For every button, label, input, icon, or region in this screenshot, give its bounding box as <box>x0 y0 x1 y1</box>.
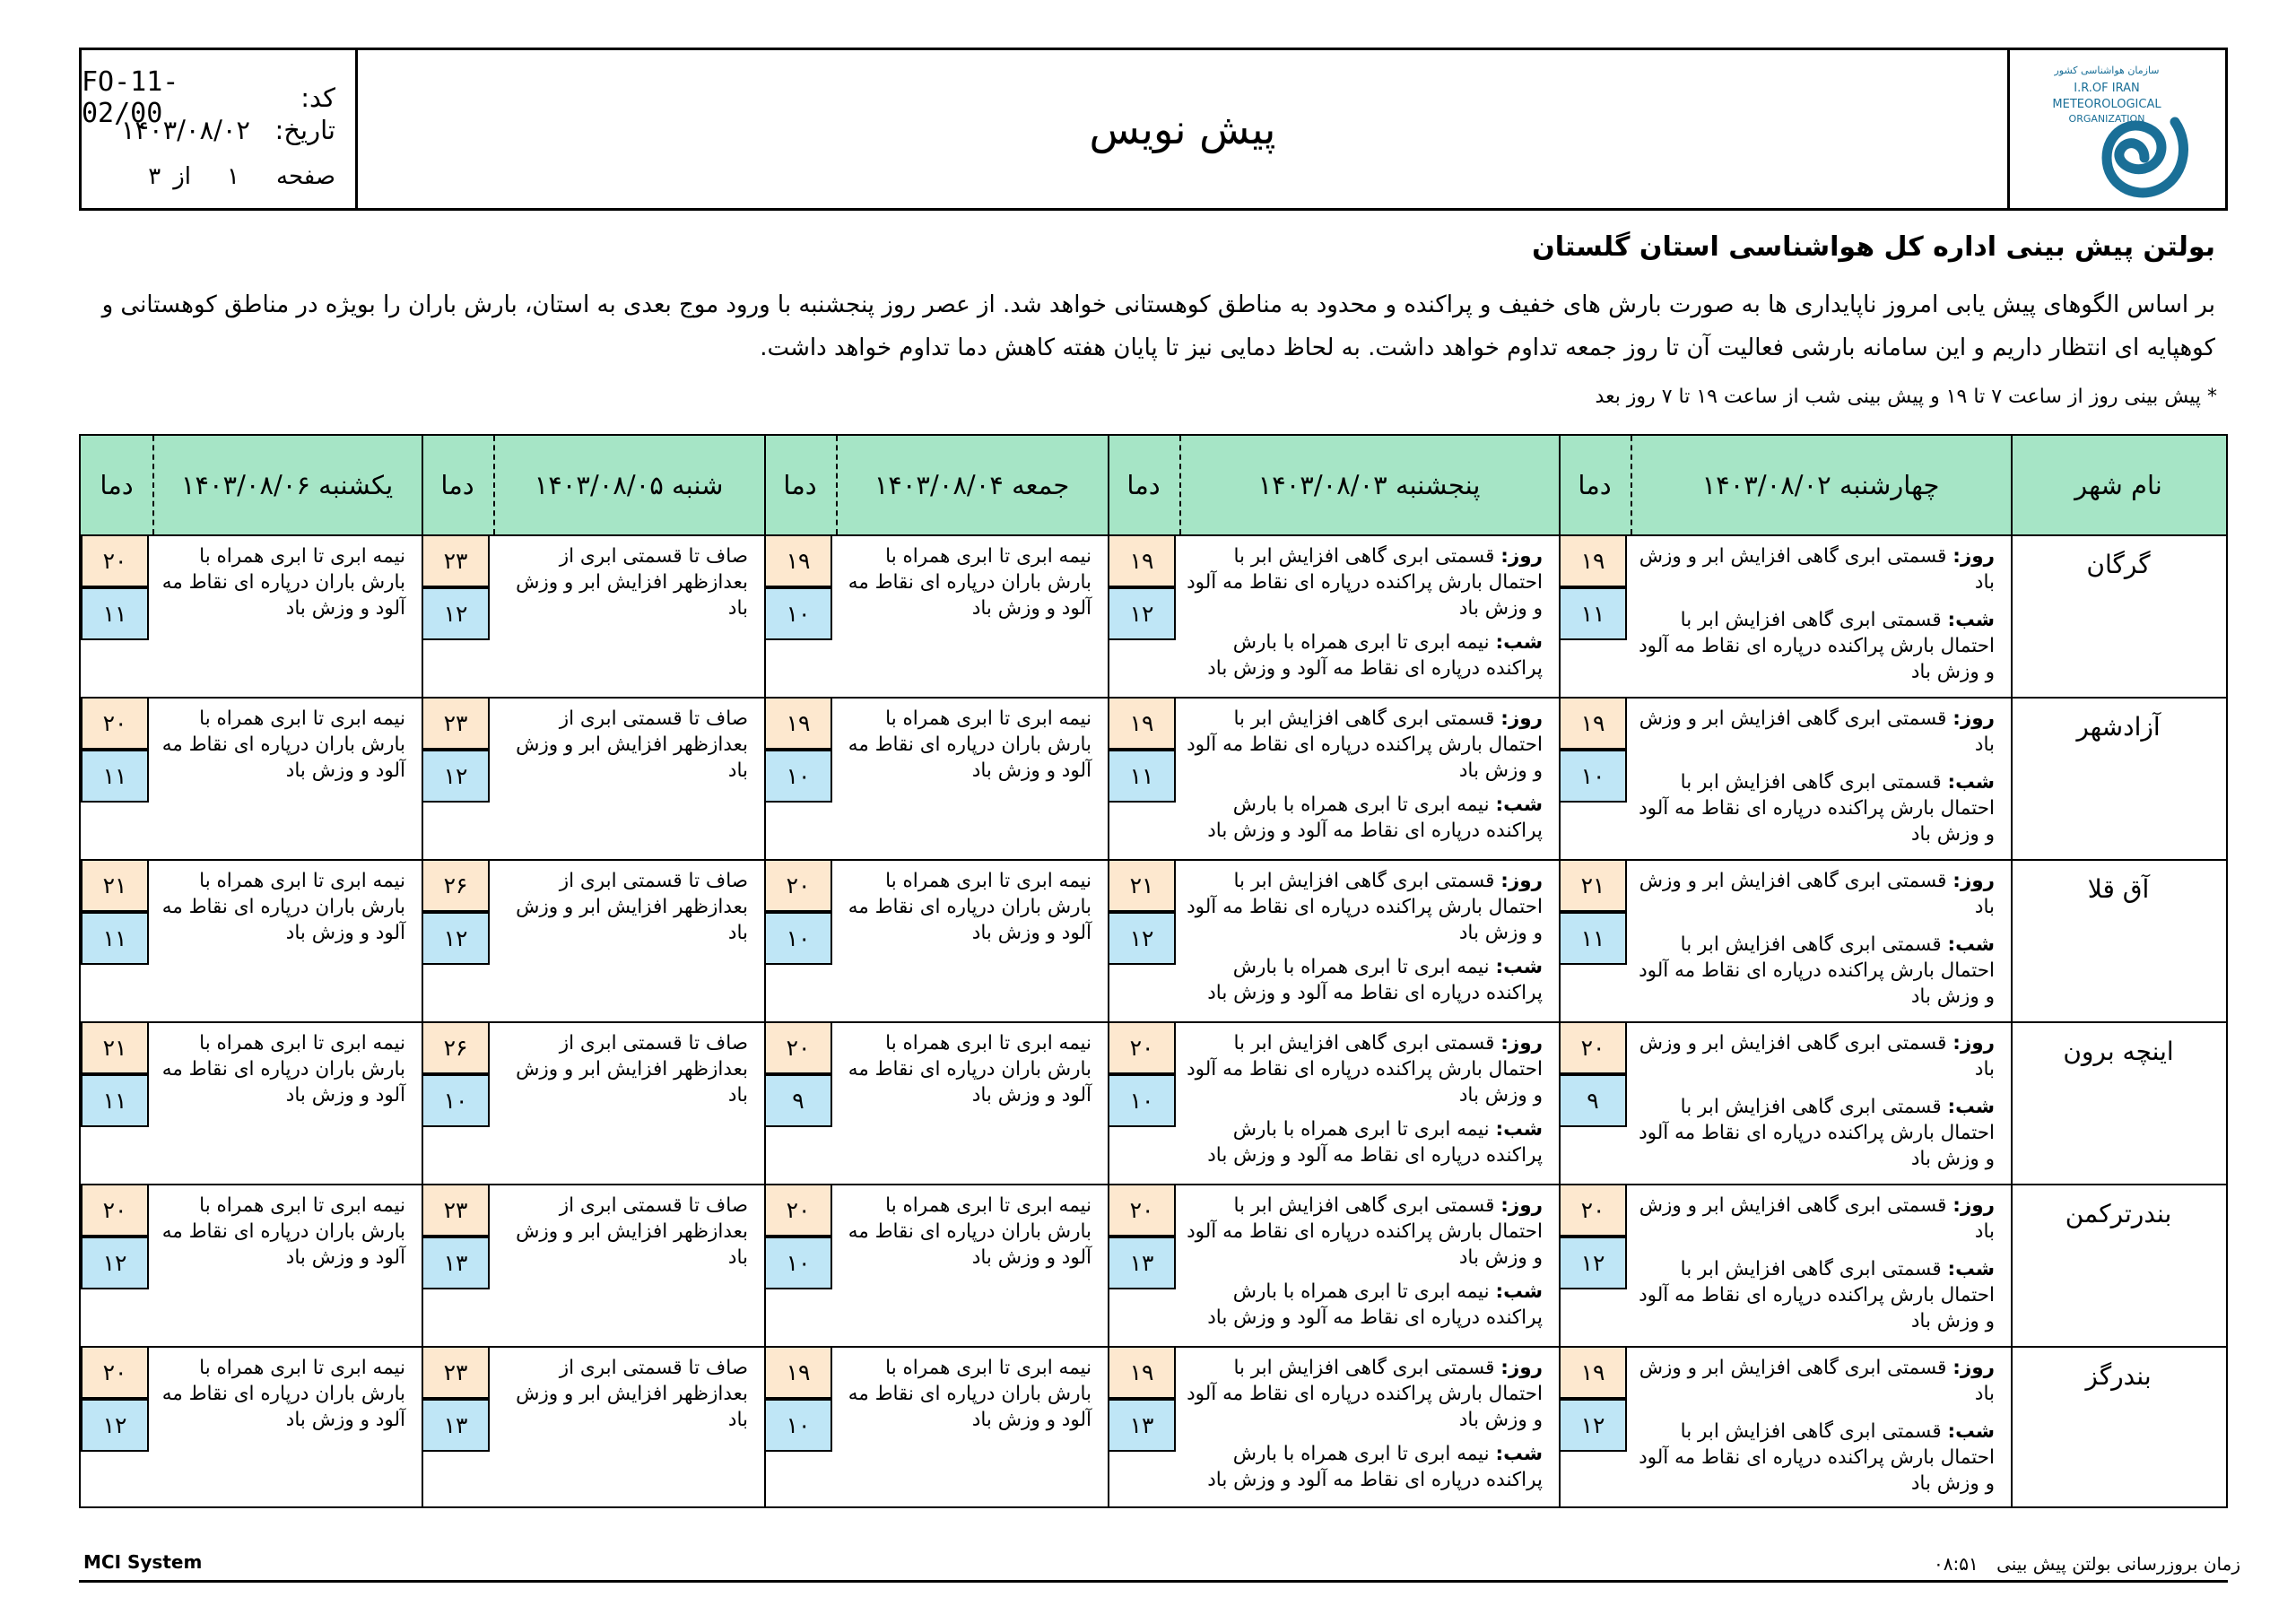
max-temp: ۲۱ <box>81 1021 149 1074</box>
night-forecast <box>1187 629 1543 681</box>
day-text: قسمتی ابری گاهی افزایش ابر با احتمال بارش پراکنده درپاره ای نقاط مه آلود و وزش باد <box>1187 870 1543 944</box>
min-temp: ۱۰ <box>764 912 832 965</box>
day-forecast <box>1187 868 1543 946</box>
forecast-description <box>1187 1355 1543 1493</box>
day-forecast <box>1638 1355 1995 1407</box>
day-text: قسمتی ابری گاهی افزایش ابر با احتمال بارش پراکنده درپاره ای نقاط مه آلود و وزش باد <box>1187 707 1543 782</box>
day-text: قسمتی ابری گاهی افزایش ابر و وزش باد <box>1639 707 1995 756</box>
city-name: آزادشهر <box>2076 711 2161 742</box>
max-temp: ۱۹ <box>764 534 832 587</box>
night-forecast <box>1187 1441 1543 1493</box>
min-temp: ۱۳ <box>422 1237 490 1289</box>
max-temp: ۲۰ <box>81 1346 149 1399</box>
night-forecast <box>1187 792 1543 844</box>
max-temp: ۱۹ <box>1108 697 1176 750</box>
table-header-temp: دما <box>783 470 817 500</box>
forecast-description: نیمه ابری تا ابری همراه با بارش باران درپاره ای نقاط مه آلود و وزش باد <box>161 870 405 944</box>
page-row <box>148 163 335 190</box>
max-temp: ۲۰ <box>81 534 149 587</box>
day-text: قسمتی ابری گاهی افزایش ابر و وزش باد <box>1639 545 1995 594</box>
logo-line3: ORGANIZATION <box>2068 113 2145 125</box>
update-time: ۰۸:۵۱ <box>1934 1553 1979 1575</box>
max-temp: ۱۹ <box>1559 534 1627 587</box>
day-label: روز: <box>1952 1032 1995 1055</box>
night-label: شب: <box>1495 631 1543 654</box>
table-header-day: پنجشنبه ۱۴۰۳/۰۸/۰۳ <box>1257 470 1481 500</box>
max-temp: ۲۱ <box>81 859 149 912</box>
forecast-description: نیمه ابری تا ابری همراه با بارش باران درپاره ای نقاط مه آلود و وزش باد <box>848 870 1091 944</box>
page-of-label: از <box>173 163 192 190</box>
min-temp: ۱۱ <box>81 912 149 965</box>
night-label: شب: <box>1947 933 1995 956</box>
table-header-city: نام شهر <box>2074 470 2162 500</box>
night-label: شب: <box>1495 794 1543 816</box>
forecast-table <box>79 434 2228 1508</box>
day-label: روز: <box>1500 1032 1543 1055</box>
max-temp: ۱۹ <box>1108 534 1176 587</box>
max-temp: ۲۱ <box>1559 859 1627 912</box>
max-temp: ۲۰ <box>764 1021 832 1074</box>
forecast-description: صاف تا قسمتی ابری از بعدازظهر افزایش ابر و وزش باد <box>516 1357 748 1431</box>
max-temp: ۲۳ <box>422 534 490 587</box>
forecast-description <box>1638 868 1995 1010</box>
min-temp: ۱۳ <box>1108 1399 1176 1452</box>
forecast-description: صاف تا قسمتی ابری از بعدازظهر افزایش ابر و وزش باد <box>516 1032 748 1107</box>
night-forecast <box>1638 769 1995 847</box>
max-temp: ۲۰ <box>1559 1021 1627 1074</box>
table-header-day: چهارشنبه ۱۴۰۳/۰۸/۰۲ <box>1701 470 1940 500</box>
max-temp: ۲۳ <box>422 697 490 750</box>
update-label: زمان بروزرسانی بولتن پیش بینی <box>1996 1553 2240 1575</box>
day-text: قسمتی ابری گاهی افزایش ابر و وزش باد <box>1639 1032 1995 1081</box>
max-temp: ۲۶ <box>422 859 490 912</box>
forecast-description: نیمه ابری تا ابری همراه با بارش باران درپاره ای نقاط مه آلود و وزش باد <box>161 545 405 620</box>
day-text: قسمتی ابری گاهی افزایش ابر با احتمال بارش پراکنده درپاره ای نقاط مه آلود و وزش باد <box>1187 545 1543 620</box>
day-text: قسمتی ابری گاهی افزایش ابر و وزش باد <box>1639 870 1995 918</box>
day-label: روز: <box>1952 707 1995 730</box>
day-label: روز: <box>1952 870 1995 892</box>
max-temp: ۲۳ <box>422 1346 490 1399</box>
forecast-description <box>1187 706 1543 844</box>
night-label: شب: <box>1495 1118 1543 1141</box>
date-value: ۱۴۰۳/۰۸/۰۲ <box>120 115 250 145</box>
night-text: قسمتی ابری گاهی افزایش ابر با احتمال بارش پراکنده درپاره ای نقاط مه آلود و وزش باد <box>1639 771 1995 846</box>
logo-spiral-icon <box>2010 50 2220 208</box>
night-label: شب: <box>1495 956 1543 978</box>
min-temp: ۱۲ <box>422 912 490 965</box>
min-temp: ۱۰ <box>764 1399 832 1452</box>
max-temp: ۲۶ <box>422 1021 490 1074</box>
forecast-description <box>1187 1193 1543 1331</box>
logo-name-fa: سازمان هواشناسی کشور <box>2054 65 2160 76</box>
forecast-description <box>1638 1355 1995 1497</box>
page-label: صفحه <box>276 163 335 190</box>
table-header-day: شنبه ۱۴۰۳/۰۸/۰۵ <box>534 470 724 500</box>
forecast-description: صاف تا قسمتی ابری از بعدازظهر افزایش ابر و وزش باد <box>516 707 748 782</box>
max-temp: ۱۹ <box>764 1346 832 1399</box>
max-temp: ۲۰ <box>81 1184 149 1237</box>
forecast-description: نیمه ابری تا ابری همراه با بارش باران درپاره ای نقاط مه آلود و وزش باد <box>161 707 405 782</box>
forecast-description <box>1638 1030 1995 1172</box>
table-header-temp: دما <box>1578 470 1612 500</box>
night-text: قسمتی ابری گاهی افزایش ابر با احتمال بارش پراکنده درپاره ای نقاط مه آلود و وزش باد <box>1639 1420 1995 1495</box>
forecast-description: نیمه ابری تا ابری همراه با بارش باران درپاره ای نقاط مه آلود و وزش باد <box>161 1357 405 1431</box>
system-name: MCI System <box>83 1551 203 1573</box>
code-value: FO-11-02/00 <box>82 66 179 129</box>
logo-line2: METEOROLOGICAL <box>2052 98 2161 111</box>
day-text: قسمتی ابری گاهی افزایش ابر با احتمال بارش پراکنده درپاره ای نقاط مه آلود و وزش باد <box>1187 1032 1543 1107</box>
min-temp: ۱۲ <box>1559 1399 1627 1452</box>
day-label: روز: <box>1500 1194 1543 1217</box>
min-temp: ۱۰ <box>764 750 832 803</box>
day-label: روز: <box>1952 1194 1995 1217</box>
night-label: شب: <box>1495 1443 1543 1465</box>
min-temp: ۱۰ <box>764 1237 832 1289</box>
forecast-description: صاف تا قسمتی ابری از بعدازظهر افزایش ابر و وزش باد <box>516 545 748 620</box>
table-header-day: یکشنبه ۱۴۰۳/۰۸/۰۶ <box>180 470 394 500</box>
forecast-description: نیمه ابری تا ابری همراه با بارش باران درپاره ای نقاط مه آلود و وزش باد <box>848 1032 1091 1107</box>
day-label: روز: <box>1500 545 1543 568</box>
night-forecast <box>1638 1256 1995 1334</box>
city-name: بندرترکمن <box>2065 1198 2172 1228</box>
min-temp: ۱۰ <box>1108 1074 1176 1127</box>
min-temp: ۱۱ <box>81 750 149 803</box>
night-forecast <box>1638 607 1995 685</box>
day-label: روز: <box>1952 1357 1995 1379</box>
footer-divider <box>79 1580 2228 1583</box>
date-row <box>121 115 335 145</box>
night-forecast <box>1187 1279 1543 1331</box>
document-header <box>79 48 2228 211</box>
night-label: شب: <box>1495 1280 1543 1303</box>
bulletin-note: * پیش بینی روز از ساعت ۷ تا ۱۹ و پیش بینی شب از ساعت ۱۹ تا ۷ روز بعد <box>1595 386 2217 408</box>
city-name: آق قلا <box>2087 873 2150 904</box>
night-text: قسمتی ابری گاهی افزایش ابر با احتمال بارش پراکنده درپاره ای نقاط مه آلود و وزش باد <box>1639 933 1995 1008</box>
table-header-day: جمعه ۱۴۰۳/۰۸/۰۴ <box>874 470 1070 500</box>
night-text: نیمه ابری تا ابری همراه با بارش پراکنده درپاره ای نقاط مه آلود و وزش باد <box>1207 956 1543 1004</box>
max-temp: ۲۰ <box>1108 1021 1176 1074</box>
max-temp: ۱۹ <box>1559 697 1627 750</box>
forecast-description <box>1187 1030 1543 1168</box>
day-forecast <box>1187 706 1543 784</box>
meteorological-organization-logo <box>2007 50 2225 208</box>
day-forecast <box>1638 1193 1995 1245</box>
page-title: پیش نویس <box>1089 105 1276 153</box>
night-label: شب: <box>1947 1420 1995 1443</box>
max-temp: ۱۹ <box>1108 1346 1176 1399</box>
night-forecast <box>1187 1116 1543 1168</box>
min-temp: ۱۲ <box>81 1237 149 1289</box>
min-temp: ۹ <box>1559 1074 1627 1127</box>
logo-line1: I.R.OF IRAN <box>2074 82 2140 95</box>
night-forecast <box>1638 1094 1995 1172</box>
day-forecast <box>1187 1355 1543 1433</box>
min-temp: ۱۳ <box>422 1399 490 1452</box>
night-forecast <box>1638 1419 1995 1497</box>
date-label: تاریخ: <box>274 115 335 145</box>
forecast-description: صاف تا قسمتی ابری از بعدازظهر افزایش ابر و وزش باد <box>516 870 748 944</box>
night-text: نیمه ابری تا ابری همراه با بارش پراکنده درپاره ای نقاط مه آلود و وزش باد <box>1207 794 1543 842</box>
max-temp: ۲۰ <box>764 1184 832 1237</box>
min-temp: ۱۲ <box>422 750 490 803</box>
max-temp: ۲۰ <box>764 859 832 912</box>
code-label: کد: <box>300 82 335 113</box>
bulletin-title: بولتن پیش بینی اداره کل هواشناسی استان گلستان <box>1532 231 2215 263</box>
min-temp: ۱۱ <box>81 1074 149 1127</box>
night-label: شب: <box>1947 609 1995 631</box>
max-temp: ۲۱ <box>1108 859 1176 912</box>
max-temp: ۲۳ <box>422 1184 490 1237</box>
max-temp: ۱۹ <box>764 697 832 750</box>
min-temp: ۱۰ <box>1559 750 1627 803</box>
min-temp: ۱۳ <box>1108 1237 1176 1289</box>
day-forecast <box>1187 1030 1543 1108</box>
city-name: اینچه برون <box>2063 1036 2174 1066</box>
night-label: شب: <box>1947 1096 1995 1118</box>
table-header-temp: دما <box>100 470 134 500</box>
forecast-description: نیمه ابری تا ابری همراه با بارش باران درپاره ای نقاط مه آلود و وزش باد <box>848 1194 1091 1269</box>
day-text: قسمتی ابری گاهی افزایش ابر با احتمال بارش پراکنده درپاره ای نقاط مه آلود و وزش باد <box>1187 1194 1543 1269</box>
max-temp: ۲۰ <box>1559 1184 1627 1237</box>
day-text: قسمتی ابری گاهی افزایش ابر و وزش باد <box>1639 1357 1995 1405</box>
forecast-description: نیمه ابری تا ابری همراه با بارش باران درپاره ای نقاط مه آلود و وزش باد <box>161 1032 405 1107</box>
bulletin-paragraph: بر اساس الگوهای پیش یابی امروز ناپایداری ها به صورت بارش های خفیف و پراکنده و محدود به مناطق کوهستانی خواهد شد. از عصر روز پنجشنبه با ورود موج بعدی به استان، بارش باران را بویژه در مناطق کوهستانی و کوهپایه ای انتظار داریم و این سامانه بارشی فعالیت آن تا روز جمعه تداوم خواهد داشت. به لحاظ دمایی نیز تا پایان هفته کاهش دما تداوم خواهد داشت. <box>101 291 2215 361</box>
city-name: بندرگز <box>2085 1360 2152 1391</box>
min-temp: ۱۲ <box>1559 1237 1627 1289</box>
night-label: شب: <box>1947 1258 1995 1280</box>
forecast-description <box>1638 1193 1995 1334</box>
max-temp: ۲۰ <box>1108 1184 1176 1237</box>
day-text: قسمتی ابری گاهی افزایش ابر با احتمال بارش پراکنده درپاره ای نقاط مه آلود و وزش باد <box>1187 1357 1543 1431</box>
night-text: قسمتی ابری گاهی افزایش ابر با احتمال بارش پراکنده درپاره ای نقاط مه آلود و وزش باد <box>1639 609 1995 683</box>
city-name: گرگان <box>2086 549 2151 579</box>
min-temp: ۱۱ <box>1559 587 1627 640</box>
day-label: روز: <box>1500 1357 1543 1379</box>
forecast-description: نیمه ابری تا ابری همراه با بارش باران درپاره ای نقاط مه آلود و وزش باد <box>848 1357 1091 1431</box>
night-text: نیمه ابری تا ابری همراه با بارش پراکنده درپاره ای نقاط مه آلود و وزش باد <box>1207 1280 1543 1329</box>
day-forecast <box>1638 868 1995 920</box>
day-label: روز: <box>1952 545 1995 568</box>
forecast-description: نیمه ابری تا ابری همراه با بارش باران درپاره ای نقاط مه آلود و وزش باد <box>848 707 1091 782</box>
forecast-description <box>1187 868 1543 1006</box>
night-forecast <box>1187 954 1543 1006</box>
min-temp: ۱۲ <box>81 1399 149 1452</box>
min-temp: ۹ <box>764 1074 832 1127</box>
min-temp: ۱۰ <box>764 587 832 640</box>
table-header-temp: دما <box>1126 470 1161 500</box>
day-forecast <box>1187 1193 1543 1271</box>
day-text: قسمتی ابری گاهی افزایش ابر و وزش باد <box>1639 1194 1995 1243</box>
night-text: نیمه ابری تا ابری همراه با بارش پراکنده درپاره ای نقاط مه آلود و وزش باد <box>1207 1118 1543 1167</box>
min-temp: ۱۱ <box>1108 750 1176 803</box>
forecast-description: صاف تا قسمتی ابری از بعدازظهر افزایش ابر و وزش باد <box>516 1194 748 1269</box>
min-temp: ۱۲ <box>1108 912 1176 965</box>
day-label: روز: <box>1500 707 1543 730</box>
day-forecast <box>1638 543 1995 595</box>
update-time-row <box>1934 1553 2240 1575</box>
night-text: نیمه ابری تا ابری همراه با بارش پراکنده درپاره ای نقاط مه آلود و وزش باد <box>1207 1443 1543 1491</box>
min-temp: ۱۱ <box>1559 912 1627 965</box>
day-forecast <box>1638 1030 1995 1082</box>
document-meta <box>82 50 358 208</box>
min-temp: ۱۱ <box>81 587 149 640</box>
day-forecast <box>1187 543 1543 621</box>
forecast-description <box>1187 543 1543 681</box>
night-text: قسمتی ابری گاهی افزایش ابر با احتمال بارش پراکنده درپاره ای نقاط مه آلود و وزش باد <box>1639 1258 1995 1332</box>
min-temp: ۱۲ <box>1108 587 1176 640</box>
night-label: شب: <box>1947 771 1995 794</box>
night-text: قسمتی ابری گاهی افزایش ابر با احتمال بارش پراکنده درپاره ای نقاط مه آلود و وزش باد <box>1639 1096 1995 1170</box>
forecast-description: نیمه ابری تا ابری همراه با بارش باران درپاره ای نقاط مه آلود و وزش باد <box>161 1194 405 1269</box>
max-temp: ۱۹ <box>1559 1346 1627 1399</box>
page-number: ۱ <box>227 163 239 190</box>
min-temp: ۱۲ <box>422 587 490 640</box>
night-forecast <box>1638 932 1995 1010</box>
max-temp: ۲۰ <box>81 697 149 750</box>
day-forecast <box>1638 706 1995 758</box>
forecast-description <box>1638 543 1995 685</box>
page-total: ۳ <box>148 163 161 190</box>
forecast-description: نیمه ابری تا ابری همراه با بارش باران درپاره ای نقاط مه آلود و وزش باد <box>848 545 1091 620</box>
table-header-temp: دما <box>440 470 474 500</box>
night-text: نیمه ابری تا ابری همراه با بارش پراکنده درپاره ای نقاط مه آلود و وزش باد <box>1207 631 1543 680</box>
forecast-description <box>1638 706 1995 847</box>
min-temp: ۱۰ <box>422 1074 490 1127</box>
day-label: روز: <box>1500 870 1543 892</box>
